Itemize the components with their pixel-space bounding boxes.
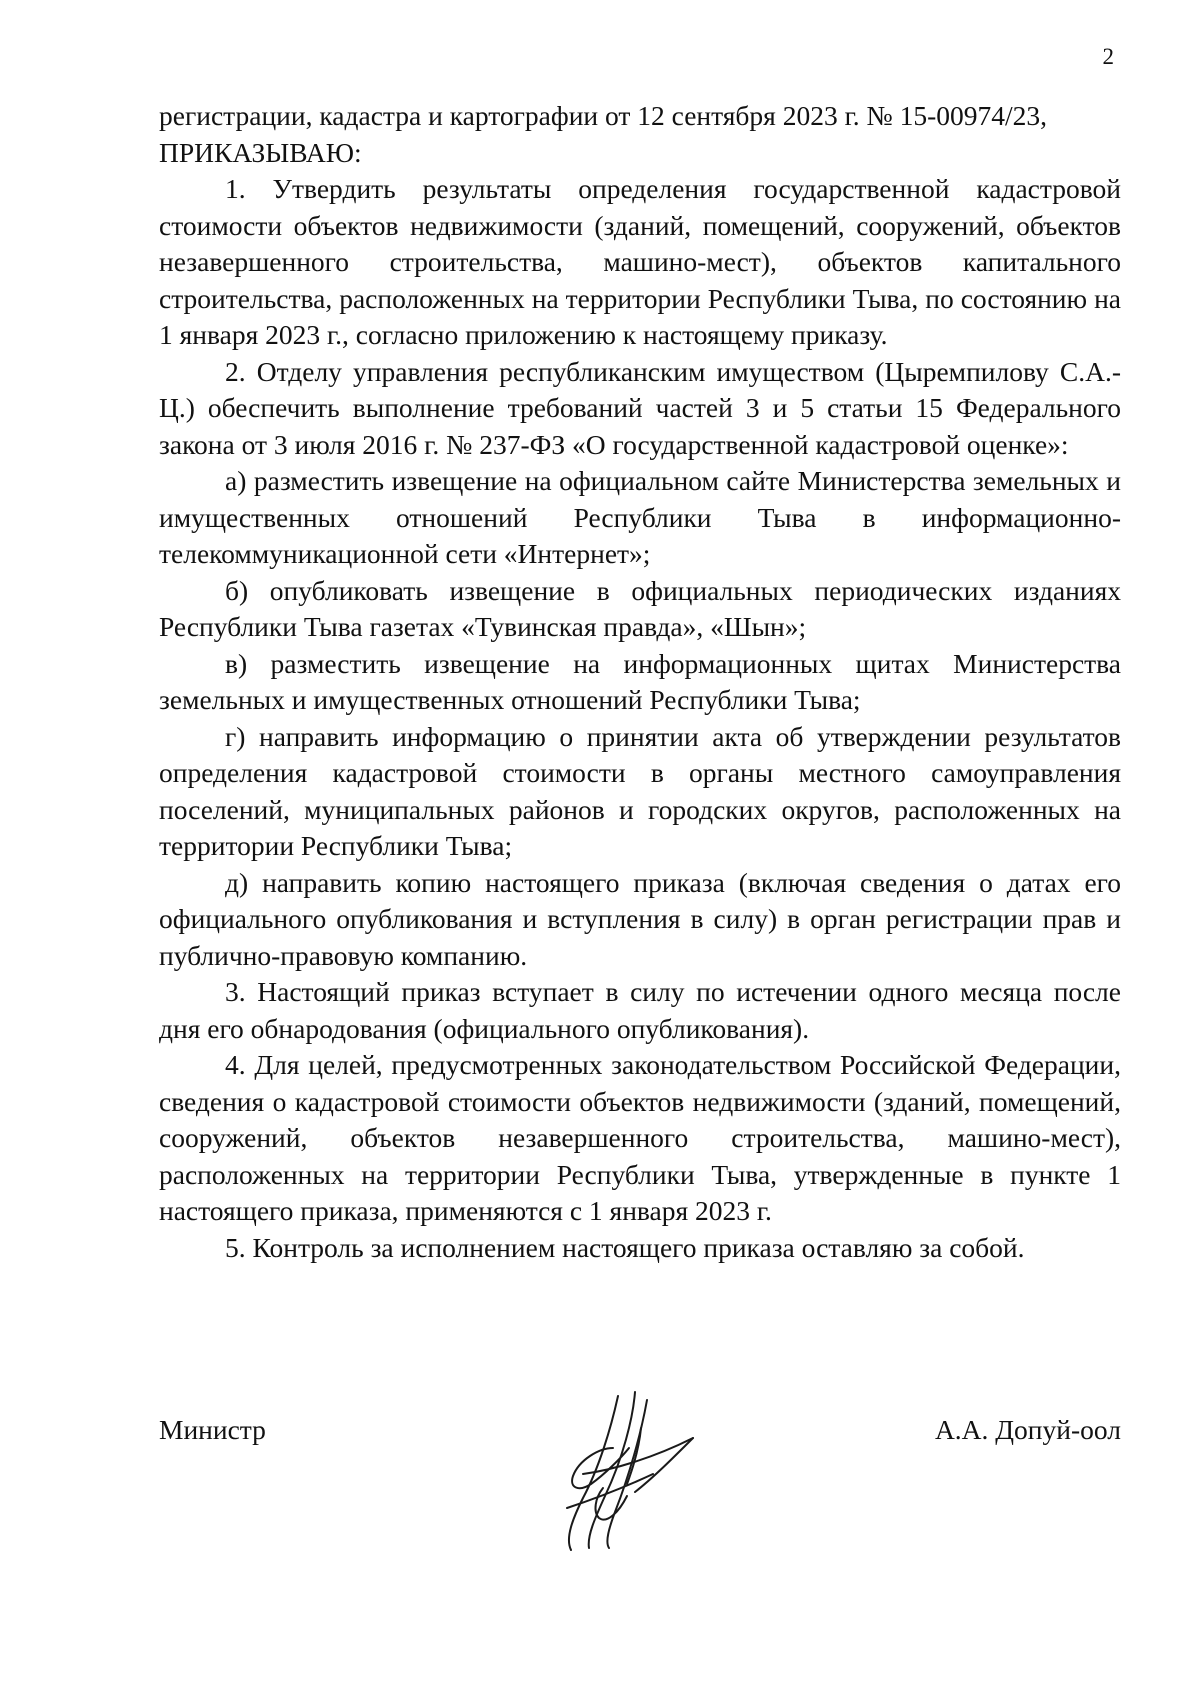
clause-2d: г) направить информацию о принятии акта об утверждении результатов определения кадастровой стоимости в органы местного самоуправления поселений, муниципальных районов и городских округов, расположенных на территории Республики Тыва; [159,720,1121,861]
clause-2e: д) направить копию настоящего приказа (включая сведения о датах его официального опубликования и вступления в силу) в орган регистрации прав и публично-правовую компанию. [159,866,1121,971]
handwritten-signature [543,1388,713,1556]
signatory-position: Министр [159,1414,266,1445]
clause-5: 5. Контроль за исполнением настоящего приказа оставляю за собой. [225,1231,1025,1263]
clause-2: 2. Отделу управления республиканским имуществом (Цыремпилову С.А.-Ц.) обеспечить выполнение требований частей 3 и 5 статьи 15 Федерального закона от 3 июля 2016 г. № 237-ФЗ «О государственной кадастровой оценке»: [159,355,1121,460]
signature-block [159,1400,1121,1560]
clause-2b: б) опубликовать извещение в официальных периодических изданиях Республики Тыва газетах «Тувинская правда», «Шын»; [159,574,1121,642]
page-number: 2 [1102,44,1114,69]
clause-2a: а) разместить извещение на официальном сайте Министерства земельных и имущественных отношений Республики Тыва в информационно-телекоммуникационной сети «Интернет»; [159,465,1121,569]
clause-3: 3. Настоящий приказ вступает в силу по истечении одного месяца после дня его обнародования (официального опубликования). [159,976,1121,1044]
signatory-name: А.А. Допуй-оол [934,1414,1121,1445]
clause-1: 1. Утвердить результаты определения государственной кадастровой стоимости объектов недвижимости (зданий, помещений, сооружений, объектов незавершенного строительства, машино-мест), объектов капитального строительства, расположенных на территории Республики Тыва, по состоянию на 1 января 2023 г., согласно приложению к настоящему приказу. [159,173,1121,350]
clause-4: 4. Для целей, предусмотренных законодательством Российской Федерации, сведения о кадастровой стоимости объектов недвижимости (зданий, помещений, сооружений, объектов незавершенного строительства, машино-мест), расположенных на территории Республики Тыва, утвержденные в пункте 1 настоящего приказа, применяются с 1 января 2023 г. [159,1049,1121,1226]
order-heading: ПРИКАЗЫВАЮ: [159,136,362,168]
clause-2c: в) разместить извещение на информационных щитах Министерства земельных и имущественных отношений Республики Тыва; [159,647,1121,715]
document-body [159,98,1121,1266]
intro-line: регистрации, кадастра и картографии от 12 сентября 2023 г. № 15-00974/23, [159,100,1048,131]
